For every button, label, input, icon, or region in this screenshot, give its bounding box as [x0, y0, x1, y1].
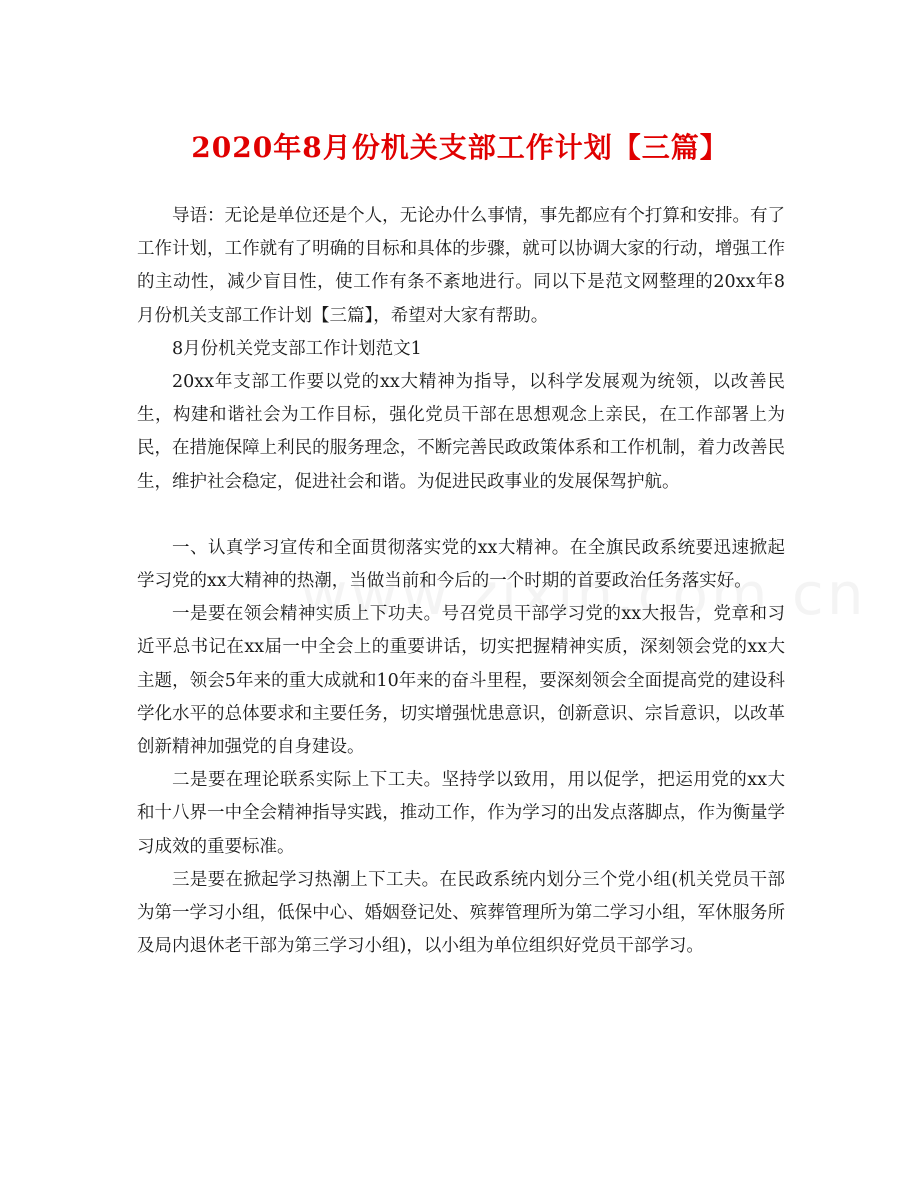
body-paragraph: 20xx年支部工作要以党的xx大精神为指导，以科学发展观为统领，以改善民生，构建和谐社会为工作目标，强化党员干部在思想观念上亲民，在工作部署上为民，在措施保障上利民的服务理念，不断完善民政政策体系和工作机制，着力改善民生，维护社会稳定，促进社会和谐。为促进民政事业的发展保驾护航。: [137, 372, 785, 492]
body-paragraph: 二是要在理论联系实际上下工夫。坚持学以致用，用以促学，把运用党的xx大和十八界一中全会精神指导实践，推动工作，作为学习的出发点落脚点，作为衡量学习成效的重要标准。: [137, 770, 785, 857]
intro-paragraph: 导语：无论是单位还是个人，无论办什么事情，事先都应有个打算和安排。有了工作计划，工作就有了明确的目标和具体的步骤，就可以协调大家的行动，增强工作的主动性，减少盲目性，使工作有条不紊地进行。同以下是范文网整理的20xx年8月份机关支部工作计划【三篇】，希望对大家有帮助。: [137, 206, 785, 326]
section-heading: 8月份机关党支部工作计划范文1: [172, 338, 422, 359]
body-paragraph: 一、认真学习宣传和全面贯彻落实党的xx大精神。在全旗民政系统要迅速掀起学习党的xx大精神的热潮，当做当前和今后的一个时期的首要政治任务落实好。: [137, 537, 785, 592]
body-paragraph: 三是要在掀起学习热潮上下工夫。在民政系统内划分三个党小组(机关党员干部为第一学习小组，低保中心、婚姻登记处、殡葬管理所为第二学习小组，军休服务所及局内退休老干部为第三学习小组)，以小组为单位组织好党员干部学习。: [137, 869, 785, 957]
document-title: 2020年8月份机关支部工作计划【三篇】: [191, 131, 729, 164]
document-body: [137, 200, 785, 963]
body-paragraph: 一是要在领会精神实质上下功夫。号召党员干部学习党的xx大报告，党章和习近平总书记在xx届一中全会上的重要讲话，切实把握精神实质，深刻领会党的xx大主题，领会5年来的重大成就和10年来的奋斗里程，要深刻领会全面提高党的建设科学化水平的总体要求和主要任务，切实增强忧患意识，创新意识、宗旨意识，以改革创新精神加强党的自身建设。: [137, 604, 785, 758]
